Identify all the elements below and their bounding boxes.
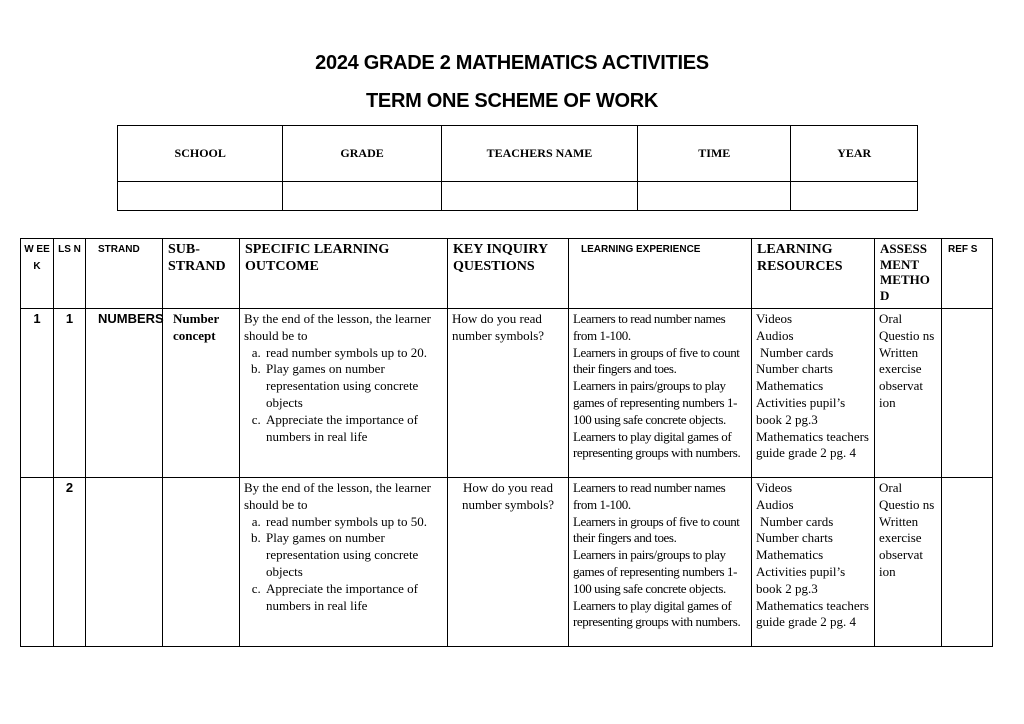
experience-cell <box>569 478 752 647</box>
experience-item: Learners in groups of five to count their fingers and toes. <box>573 513 740 546</box>
assessment-cell <box>875 478 942 647</box>
info-cell-teachers-name[interactable] <box>441 182 637 211</box>
resource-item: Number cards <box>760 344 834 360</box>
info-header-time: TIME <box>638 126 791 182</box>
experience-item: Learners to play digital games of representing groups with numbers. <box>573 597 741 630</box>
experience-item: Learners to read number names from 1-100. <box>573 480 726 512</box>
col-header-inquiry: KEY INQUIRY QUESTIONS <box>448 239 569 309</box>
resource-item: Mathematics Activities pupil’s book 2 pg.3 <box>756 378 846 427</box>
week-cell: 1 <box>21 309 54 478</box>
assessment-item: Oral Questio ns <box>879 311 935 343</box>
info-cell-year[interactable] <box>791 182 918 211</box>
week-cell <box>21 478 54 647</box>
refs-cell <box>942 309 993 478</box>
outcome-cell <box>240 478 448 647</box>
experience-item: Learners to read number names from 1-100. <box>573 311 726 343</box>
info-cell-grade[interactable] <box>283 182 441 211</box>
col-header-experience: LEARNING EXPERIENCE <box>569 239 752 309</box>
resource-item: Videos <box>756 480 793 495</box>
strand-cell: NUMBERS <box>86 309 163 478</box>
outcome-item: a. read number symbols up to 20. <box>264 345 443 362</box>
assessment-cell <box>875 309 942 478</box>
outcome-cell <box>240 309 448 478</box>
col-header-refs: REF S <box>942 239 993 309</box>
outcome-item: b. Play games on number representation using concrete objects <box>264 361 443 411</box>
lesson-cell: 1 <box>54 309 86 478</box>
inquiry-cell: How do you read number symbols? <box>448 478 569 647</box>
resource-item: Audios <box>756 327 794 343</box>
table-row <box>21 478 993 647</box>
outcome-item: a. read number symbols up to 50. <box>264 514 443 531</box>
info-header-year: YEAR <box>791 126 918 182</box>
resource-item: Mathematics teachers guide grade 2 pg. 4 <box>756 428 869 461</box>
inquiry-cell: How do you read number symbols? <box>448 309 569 478</box>
assessment-item: observat ion <box>879 547 924 579</box>
resource-item: Mathematics Activities pupil’s book 2 pg.3 <box>756 547 846 596</box>
lesson-cell: 2 <box>54 478 86 647</box>
sub-strand-cell: Number concept <box>163 309 240 478</box>
info-header-grade: GRADE <box>283 126 441 182</box>
assessment-item: Oral Questio ns <box>879 480 935 512</box>
info-cell-time[interactable] <box>638 182 791 211</box>
assessment-item: observat ion <box>879 378 924 410</box>
experience-item: Learners in pairs/groups to play games of representing numbers 1-100 using safe concrete objects. <box>573 547 738 596</box>
info-cell-school[interactable] <box>118 182 283 211</box>
sub-strand-cell <box>163 478 240 647</box>
resource-item: Videos <box>756 311 793 326</box>
outcome-intro: By the end of the lesson, the learner should be to <box>244 480 431 512</box>
resource-item: Mathematics teachers guide grade 2 pg. 4 <box>756 597 869 630</box>
document-subtitle: TERM ONE SCHEME OF WORK <box>366 90 658 112</box>
assessment-item: Written exercise <box>879 513 922 546</box>
outcome-intro: By the end of the lesson, the learner should be to <box>244 311 431 343</box>
document-title: 2024 GRADE 2 MATHEMATICS ACTIVITIES <box>315 52 709 74</box>
resource-item: Number cards <box>760 513 834 529</box>
col-header-week: W EE K <box>21 239 54 309</box>
col-header-lesson: LS N <box>54 239 86 309</box>
refs-cell <box>942 478 993 647</box>
info-header-school: SCHOOL <box>118 126 283 182</box>
scheme-table <box>20 238 993 647</box>
table-row <box>21 309 993 478</box>
col-header-strand: STRAND <box>86 239 163 309</box>
resources-cell <box>752 309 875 478</box>
col-header-assessment: ASSESS MENT METHO D <box>875 239 942 309</box>
resource-item: Audios <box>756 496 794 512</box>
experience-item: Learners in pairs/groups to play games of representing numbers 1-100 using safe concrete objects. <box>573 378 738 427</box>
outcome-item: c. Appreciate the importance of numbers in real life <box>264 581 443 615</box>
resource-item: Number charts <box>756 361 833 377</box>
assessment-item: Written exercise <box>879 344 922 377</box>
experience-item: Learners in groups of five to count their fingers and toes. <box>573 344 740 377</box>
strand-cell <box>86 478 163 647</box>
col-header-outcome: SPECIFIC LEARNING OUTCOME <box>240 239 448 309</box>
outcome-item: c. Appreciate the importance of numbers in real life <box>264 412 443 446</box>
info-table <box>117 125 918 211</box>
resources-cell <box>752 478 875 647</box>
resource-item: Number charts <box>756 530 833 546</box>
experience-cell <box>569 309 752 478</box>
outcome-item: b. Play games on number representation using concrete objects <box>264 530 443 580</box>
col-header-resources: LEARNING RESOURCES <box>752 239 875 309</box>
info-header-teachers-name: TEACHERS NAME <box>441 126 637 182</box>
col-header-sub-strand: SUB- STRAND <box>163 239 240 309</box>
experience-item: Learners to play digital games of representing groups with numbers. <box>573 428 741 461</box>
